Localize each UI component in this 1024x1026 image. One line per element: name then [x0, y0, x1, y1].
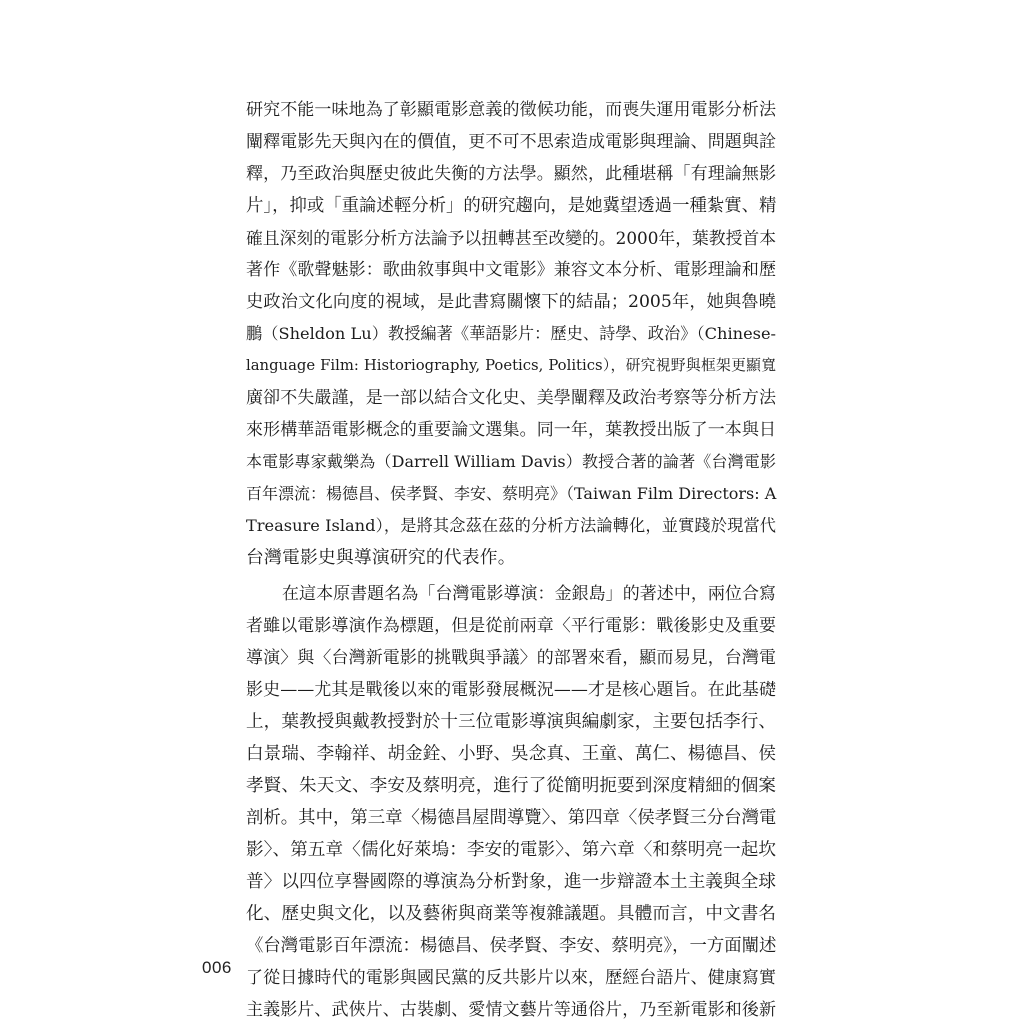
text-line: 闡釋電影先天與內在的價值，更不可不思索造成電影與理論、問題與詮	[246, 132, 776, 152]
text-line: 影史——尤其是戰後以來的電影發展概況——才是核心題旨。在此基礎	[246, 680, 776, 700]
text-line: 影〉、第五章〈儒化好萊塢：李安的電影〉、第六章〈和蔡明亮一起坎	[246, 840, 776, 860]
text-line: 主義影片、武俠片、古裝劇、愛情文藝片等通俗片，乃至新電影和後新	[246, 1000, 776, 1020]
paragraph-1	[246, 94, 776, 574]
paragraph-2	[246, 578, 776, 1026]
text-line: 了從日據時代的電影與國民黨的反共影片以來，歷經台語片、健康寫實	[246, 968, 776, 988]
text-line: 著作《歌聲魅影：歌曲敘事與中文電影》兼容文本分析、電影理論和歷	[246, 260, 776, 280]
text-line: Treasure Island），是將其念茲在茲的分析方法論轉化，並實踐於現當代	[246, 516, 776, 535]
text-line: 在這本原書題名為「台灣電影導演：金銀島」的著述中，兩位合寫	[282, 584, 776, 604]
page-body	[246, 94, 776, 1026]
text-line: 白景瑞、李翰祥、胡金銓、小野、吳念真、王童、萬仁、楊德昌、侯	[246, 744, 776, 764]
text-line: 史政治文化向度的視域，是此書寫關懷下的結晶；2005年，她與魯曉	[246, 292, 776, 312]
text-line: 來形構華語電影概念的重要論文選集。同一年，葉教授出版了一本與日	[246, 420, 776, 440]
text-line: 普〉以四位享譽國際的導演為分析對象，進一步辯證本土主義與全球	[246, 872, 776, 892]
text-line: 化、歷史與文化，以及藝術與商業等複雜議題。具體而言，中文書名	[246, 904, 776, 924]
text-line: 確且深刻的電影分析方法論予以扭轉甚至改變的。2000年，葉教授首本	[246, 228, 776, 248]
text-line: 片」，抑或「重論述輕分析」的研究趨向，是她冀望透過一種紮實、精	[246, 196, 777, 216]
text-line: 百年漂流：楊德昌、侯孝賢、李安、蔡明亮》（Taiwan Film Directors: A	[246, 484, 777, 503]
text-line: 孝賢、朱天文、李安及蔡明亮，進行了從簡明扼要到深度精細的個案	[246, 776, 776, 796]
text-line: 《台灣電影百年漂流：楊德昌、侯孝賢、李安、蔡明亮》，一方面闡述	[246, 936, 777, 956]
text-line: 釋，乃至政治與歷史彼此失衡的方法學。顯然，此種堪稱「有理論無影	[246, 164, 776, 184]
text-line: language Film: Historiography, Poetics, Politics），研究視野與框架更顯寬	[246, 357, 776, 374]
text-line: 導演〉與〈台灣新電影的挑戰與爭議〉的部署來看，顯而易見，台灣電	[246, 648, 776, 668]
page-number: 006	[202, 958, 232, 977]
text-line: 廣卻不失嚴謹，是一部以結合文化史、美學闡釋及政治考察等分析方法	[246, 388, 776, 408]
text-line: 本電影專家戴樂為（Darrell William Davis）教授合著的論著《台灣電影	[246, 452, 776, 471]
text-line: 台灣電影史與導演研究的代表作。	[246, 547, 516, 568]
text-line: 研究不能一味地為了彰顯電影意義的徵候功能，而喪失運用電影分析法	[246, 100, 776, 120]
text-line: 剖析。其中，第三章〈楊德昌屋間導覽〉、第四章〈侯孝賢三分台灣電	[246, 808, 777, 828]
text-line: 上，葉教授與戴教授對於十三位電影導演與編劇家，主要包括李行、	[246, 712, 776, 732]
text-line: 鵬（Sheldon Lu）教授編著《華語影片：歷史、詩學、政治》（Chinese-	[246, 324, 776, 343]
text-line: 者雖以電影導演作為標題，但是從前兩章〈平行電影：戰後影史及重要	[246, 616, 776, 636]
